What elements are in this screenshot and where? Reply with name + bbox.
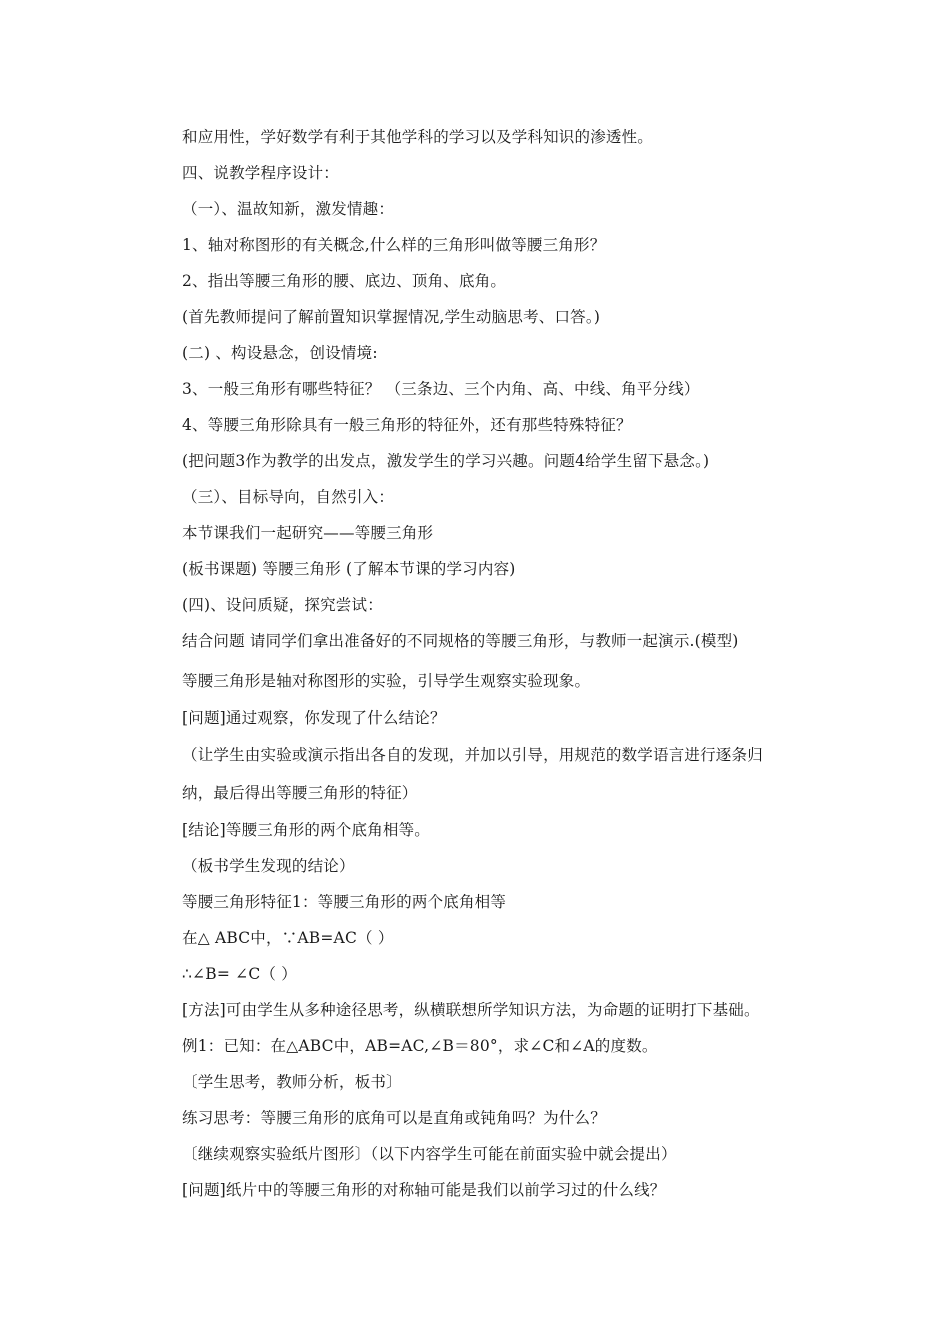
text-line: (板书课题) 等腰三角形 (了解本节课的学习内容) xyxy=(182,560,516,578)
text-line: 练习思考：等腰三角形的底角可以是直角或钝角吗？为什么？ xyxy=(182,1109,606,1127)
text-line: 1、轴对称图形的有关概念,什么样的三角形叫做等腰三角形？ xyxy=(182,236,606,254)
text-line: ∴∠B= ∠C（ ） xyxy=(182,965,297,983)
subsection-heading: （一）、温故知新，激发情趣： xyxy=(182,200,395,218)
text-line: 等腰三角形特征1：等腰三角形的两个底角相等 xyxy=(182,893,507,911)
subsection-heading: (四)、设问质疑，探究尝试： xyxy=(182,596,383,614)
text-line: (首先教师提问了解前置知识掌握情况,学生动脑思考、口答。) xyxy=(182,308,601,326)
subsection-heading: (二) 、构设悬念，创设情境: xyxy=(182,344,378,362)
text-line: (把问题3作为教学的出发点，激发学生的学习兴趣。问题4给学生留下悬念。) xyxy=(182,452,710,470)
text-line: （板书学生发现的结论） xyxy=(182,857,355,875)
text-line: [结论]等腰三角形的两个底角相等。 xyxy=(182,821,430,839)
text-line: 2、指出等腰三角形的腰、底边、顶角、底角。 xyxy=(182,272,507,290)
text-line: 〔继续观察实验纸片图形〕（以下内容学生可能在前面实验中就会提出） xyxy=(182,1145,677,1163)
section-heading: 四、说教学程序设计： xyxy=(182,164,340,182)
text-line: [方法]可由学生从多种途径思考，纵横联想所学知识方法，为命题的证明打下基础。 xyxy=(182,1001,760,1019)
text-line: 在△ ABC中，∵AB=AC（ ） xyxy=(182,929,394,947)
text-line: 3、一般三角形有哪些特征？ （三条边、三个内角、高、中线、角平分线） xyxy=(182,380,700,398)
text-line: 4、等腰三角形除具有一般三角形的特征外，还有那些特殊特征？ xyxy=(182,416,632,434)
text-line: 本节课我们一起研究——等腰三角形 xyxy=(182,524,434,542)
text-line: 和应用性，学好数学有利于其他学科的学习以及学科知识的渗透性。 xyxy=(182,128,654,146)
text-line: （让学生由实验或演示指出各自的发现，并加以引导，用规范的数学语言进行逐条归 xyxy=(182,746,763,764)
subsection-heading: （三）、目标导向，自然引入： xyxy=(182,488,395,506)
text-line: 〔学生思考，教师分析，板书〕 xyxy=(182,1073,402,1091)
text-line: [问题]纸片中的等腰三角形的对称轴可能是我们以前学习过的什么线？ xyxy=(182,1181,666,1199)
text-line: 结合问题 请同学们拿出准备好的不同规格的等腰三角形，与教师一起演示.(模型) xyxy=(182,632,739,650)
text-line: 例1：已知：在△ABC中，AB=AC,∠B＝80°，求∠C和∠A的度数。 xyxy=(182,1037,658,1055)
text-line: 等腰三角形是轴对称图形的实验，引导学生观察实验现象。 xyxy=(182,672,591,690)
text-line: [问题]通过观察，你发现了什么结论？ xyxy=(182,709,446,727)
text-line: 纳，最后得出等腰三角形的特征） xyxy=(182,784,418,802)
